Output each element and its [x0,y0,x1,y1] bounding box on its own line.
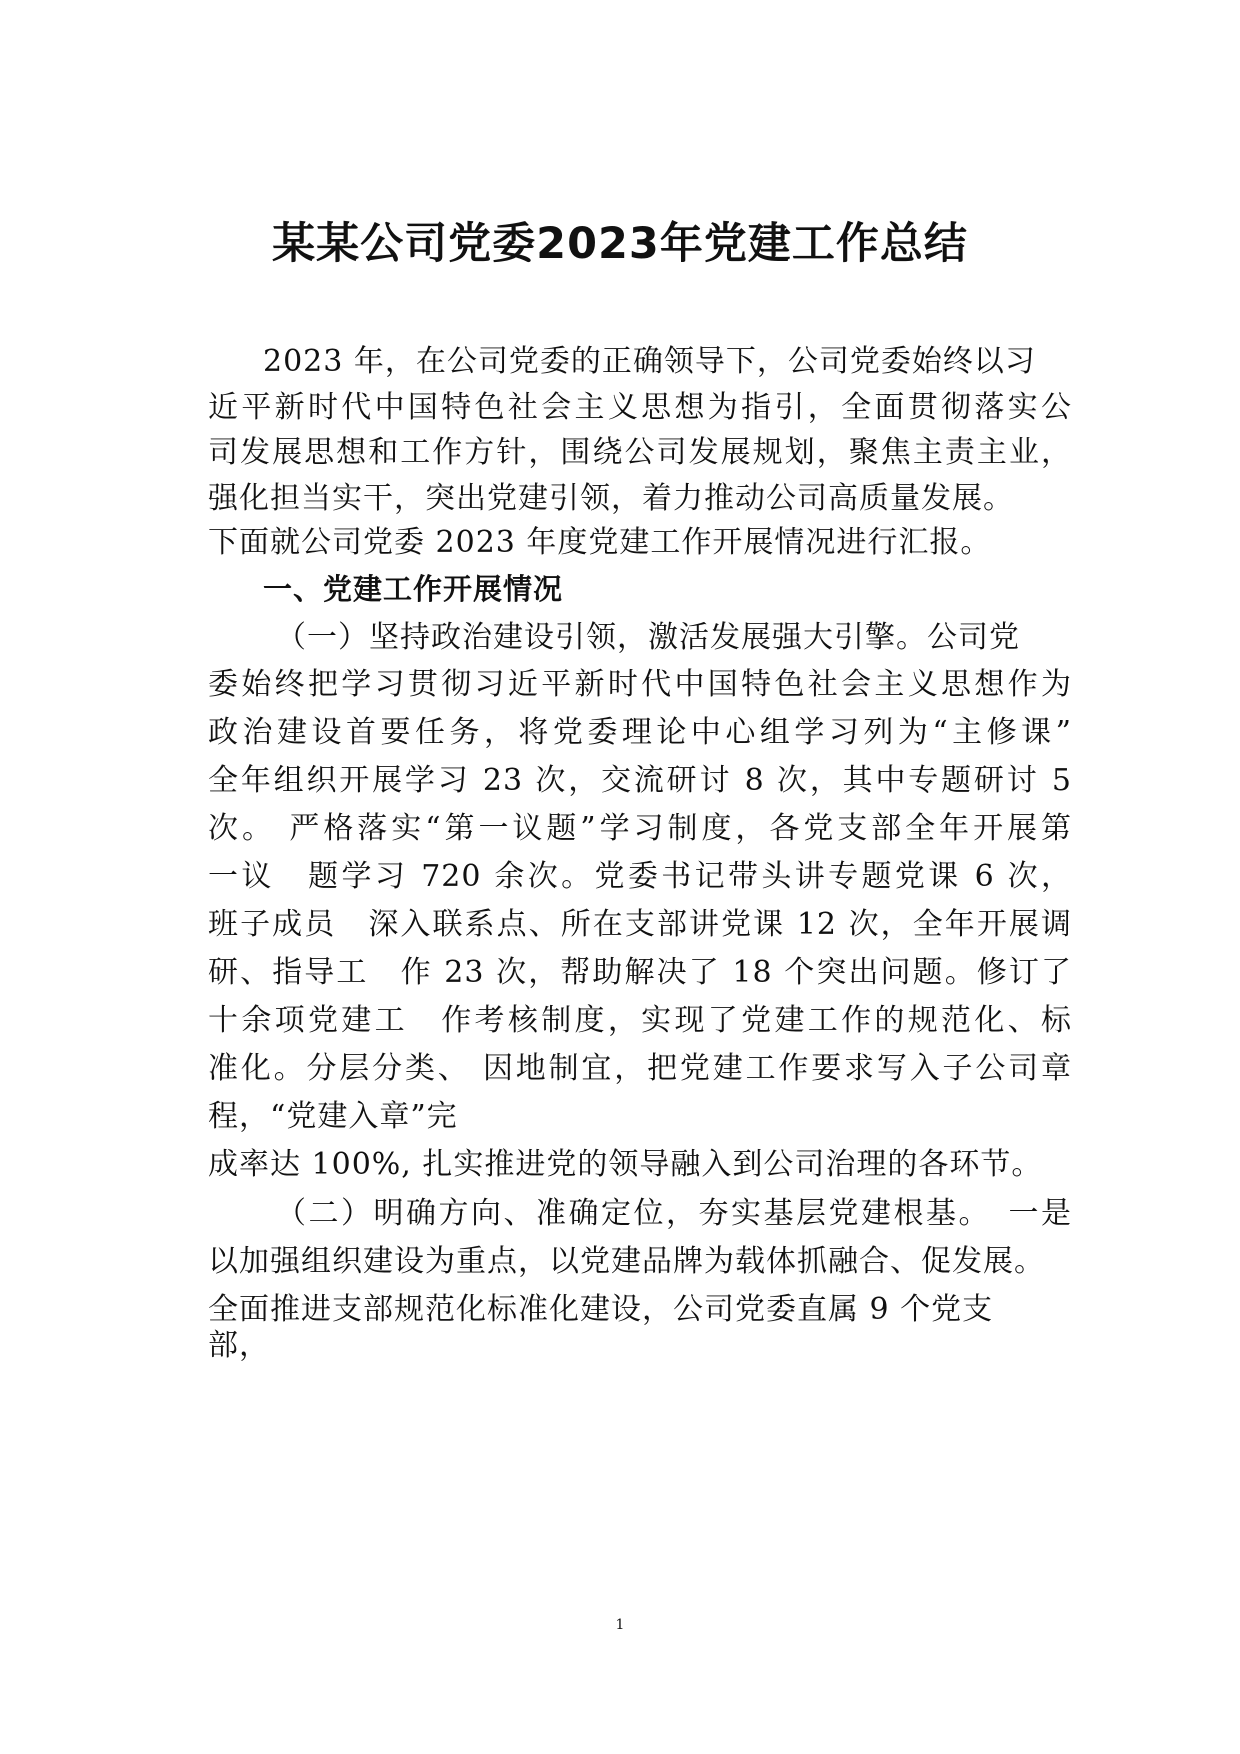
page-number: 1 [615,1617,625,1633]
paragraph-line: 准化。分层分类、 因地制宜，把党建工作要求写入子公司章 [208,1051,1072,1086]
paragraph-line: 委始终把学习贯彻习近平新时代中国特色社会主义思想作为 [208,667,1072,702]
paragraph-line: （二）明确方向、准确定位，夯实基层党建根基。 一是 [276,1196,1072,1231]
paragraph-line: 以加强组织建设为重点，以党建品牌为载体抓融合、促发展。 [208,1244,1045,1279]
paragraph-line: 十余项党建工 作考核制度，实现了党建工作的规范化、标 [208,1003,1072,1038]
paragraph-line: 全年组织开展学习 23 次，交流研讨 8 次，其中专题研讨 5 [208,763,1072,798]
paragraph-line: 强化担当实干，突出党建引领，着力推动公司高质量发展。 [208,481,1014,516]
paragraph-line: 成率达 100%, 扎实推进党的领导融入到公司治理的各环节。 [208,1147,1043,1182]
paragraph-line: 司发展思想和工作方针，围绕公司发展规划，聚焦主责主业， [208,435,1072,470]
document-title: 某某公司党委2023年党建工作总结 [272,219,968,269]
paragraph-line: 2023 年，在公司党委的正确领导下，公司党委始终以习 [263,344,1036,379]
paragraph-line: 班子成员 深入联系点、所在支部讲党课 12 次，全年开展调 [208,907,1072,942]
paragraph-line: 程，“党建入章”完 [208,1099,458,1134]
section-heading: 一、党建工作开展情况 [263,572,564,606]
paragraph-line: 近平新时代中国特色社会主义思想为指引，全面贯彻落实公 [208,390,1072,425]
paragraph-line: 全面推进支部规范化标准化建设，公司党委直属 9 个党支 [208,1292,994,1327]
paragraph-line: （一）坚持政治建设引领，激活发展强大引擎。公司党 [276,620,1020,655]
paragraph-line: 政治建设首要任务，将党委理论中心组学习列为“主修课” [208,715,1072,750]
paragraph-line: 研、指导工 作 23 次，帮助解决了 18 个突出问题。修订了 [208,955,1072,990]
paragraph-line: 部， [208,1328,270,1363]
paragraph-line: 一议 题学习 720 余次。党委书记带头讲专题党课 6 次， [208,859,1072,894]
paragraph-line: 下面就公司党委 2023 年度党建工作开展情况进行汇报。 [208,525,992,560]
paragraph-line: 次。 严格落实“第一议题”学习制度，各党支部全年开展第 [208,811,1072,846]
